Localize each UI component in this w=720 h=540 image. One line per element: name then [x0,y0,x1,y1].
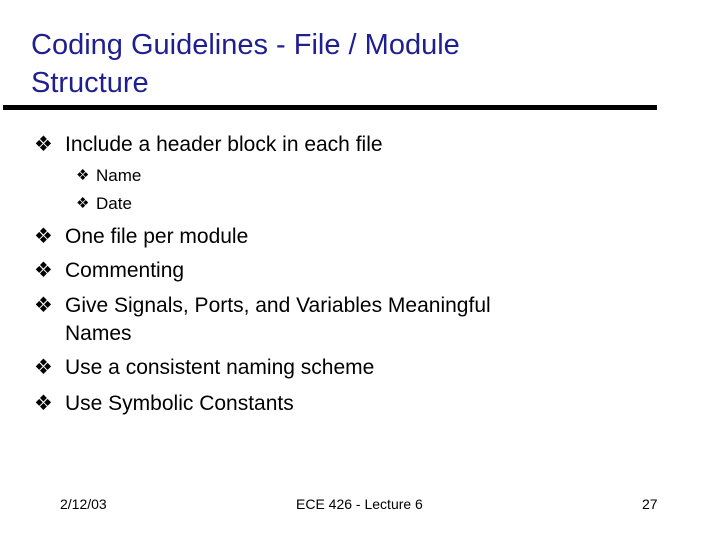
bullet-icon: ❖ [34,294,53,317]
bullet-icon: ❖ [34,356,53,379]
bullet-icon: ❖ [34,225,53,248]
footer-course: ECE 426 - Lecture 6 [296,496,423,512]
slide-title-line-2: Structure [31,67,149,99]
bullet-text: Include a header block in each file [65,133,383,156]
slide-title-line-1: Coding Guidelines - File / Module [31,29,460,61]
bullet-text: Names [65,322,132,345]
sub-bullet-text: Date [96,194,132,213]
bullet-icon: ❖ [34,133,53,156]
bullet-icon: ❖ [34,392,53,415]
footer-page-number: 27 [642,496,658,512]
bullet-icon: ❖ [34,259,53,282]
bullet-text: Commenting [65,259,185,282]
bullet-icon: ❖ [76,167,90,184]
bullet-text: Use a consistent naming scheme [65,356,375,379]
bullet-text: Give Signals, Ports, and Variables Meaningful [65,294,491,317]
bullet-icon: ❖ [76,195,90,212]
bullet-text: One file per module [65,225,249,248]
bullet-text: Use Symbolic Constants [65,392,294,415]
sub-bullet-text: Name [96,166,142,185]
footer-date: 2/12/03 [60,496,107,512]
